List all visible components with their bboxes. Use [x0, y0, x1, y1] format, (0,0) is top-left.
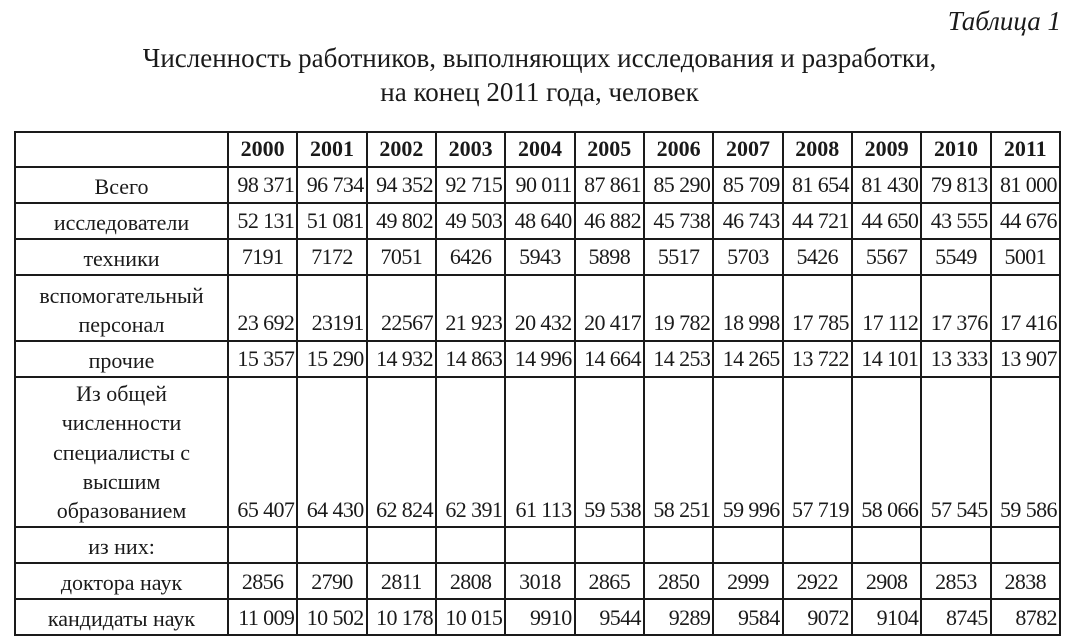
value-cell: 5426	[783, 239, 852, 275]
value-cell: 20 417	[575, 275, 644, 341]
value-cell: 46 882	[575, 203, 644, 239]
value-cell: 2838	[991, 563, 1060, 599]
value-cell: 59 538	[575, 377, 644, 527]
value-cell: 2808	[436, 563, 505, 599]
value-cell: 5898	[575, 239, 644, 275]
value-cell: 18 998	[713, 275, 782, 341]
year-header: 2007	[713, 132, 782, 167]
value-cell: 58 066	[852, 377, 921, 527]
value-cell: 2908	[852, 563, 921, 599]
value-cell: 57 719	[783, 377, 852, 527]
value-cell: 15 290	[297, 341, 366, 377]
year-header: 2000	[228, 132, 297, 167]
value-cell: 98 371	[228, 167, 297, 203]
value-cell: 9910	[505, 599, 574, 635]
header-corner-cell	[15, 132, 228, 167]
row-technicians	[15, 239, 1060, 275]
row-doctors-of-science	[15, 563, 1060, 599]
row-label: кандидаты наук	[15, 599, 228, 635]
value-cell: 7191	[228, 239, 297, 275]
value-cell: 14 996	[505, 341, 574, 377]
value-cell: 2999	[713, 563, 782, 599]
value-cell: 17 416	[991, 275, 1060, 341]
value-cell: 14 101	[852, 341, 921, 377]
value-cell: 14 863	[436, 341, 505, 377]
value-cell: 7172	[297, 239, 366, 275]
value-cell: 20 432	[505, 275, 574, 341]
value-cell: 17 376	[921, 275, 990, 341]
value-cell: 81 000	[991, 167, 1060, 203]
value-cell: 49 503	[436, 203, 505, 239]
value-cell: 90 011	[505, 167, 574, 203]
value-cell: 2856	[228, 563, 297, 599]
row-total	[15, 167, 1060, 203]
row-label: Всего	[15, 167, 228, 203]
value-cell: 9544	[575, 599, 644, 635]
value-cell: 23191	[297, 275, 366, 341]
value-cell	[436, 527, 505, 563]
year-header: 2005	[575, 132, 644, 167]
year-header: 2009	[852, 132, 921, 167]
value-cell: 14 265	[713, 341, 782, 377]
value-cell: 45 738	[644, 203, 713, 239]
value-cell: 5567	[852, 239, 921, 275]
value-cell	[852, 527, 921, 563]
value-cell: 9104	[852, 599, 921, 635]
value-cell: 59 586	[991, 377, 1060, 527]
value-cell: 92 715	[436, 167, 505, 203]
value-cell: 11 009	[228, 599, 297, 635]
value-cell	[991, 527, 1060, 563]
value-cell: 10 178	[367, 599, 436, 635]
year-header: 2002	[367, 132, 436, 167]
value-cell	[783, 527, 852, 563]
value-cell: 43 555	[921, 203, 990, 239]
value-cell: 14 932	[367, 341, 436, 377]
value-cell: 3018	[505, 563, 574, 599]
value-cell: 59 996	[713, 377, 782, 527]
value-cell: 52 131	[228, 203, 297, 239]
value-cell: 13 907	[991, 341, 1060, 377]
value-cell: 2790	[297, 563, 366, 599]
row-of-them	[15, 527, 1060, 563]
value-cell	[505, 527, 574, 563]
value-cell: 79 813	[921, 167, 990, 203]
value-cell: 8782	[991, 599, 1060, 635]
rd-personnel-table	[14, 131, 1061, 636]
value-cell: 23 692	[228, 275, 297, 341]
year-header: 2001	[297, 132, 366, 167]
value-cell: 81 430	[852, 167, 921, 203]
value-cell: 96 734	[297, 167, 366, 203]
row-label: прочие	[15, 341, 228, 377]
header-row	[15, 132, 1060, 167]
value-cell: 5703	[713, 239, 782, 275]
value-cell: 58 251	[644, 377, 713, 527]
value-cell: 81 654	[783, 167, 852, 203]
value-cell: 2850	[644, 563, 713, 599]
value-cell: 14 253	[644, 341, 713, 377]
value-cell: 62 824	[367, 377, 436, 527]
table-caption: Таблица 1	[947, 6, 1061, 36]
value-cell: 19 782	[644, 275, 713, 341]
value-cell: 21 923	[436, 275, 505, 341]
value-cell: 8745	[921, 599, 990, 635]
value-cell: 6426	[436, 239, 505, 275]
value-cell: 15 357	[228, 341, 297, 377]
value-cell: 49 802	[367, 203, 436, 239]
value-cell: 14 664	[575, 341, 644, 377]
value-cell: 9072	[783, 599, 852, 635]
value-cell	[644, 527, 713, 563]
row-candidates-of-science	[15, 599, 1060, 635]
value-cell: 85 290	[644, 167, 713, 203]
value-cell: 65 407	[228, 377, 297, 527]
row-label: из них:	[15, 527, 228, 563]
value-cell	[921, 527, 990, 563]
year-header: 2008	[783, 132, 852, 167]
value-cell: 5549	[921, 239, 990, 275]
value-cell: 2811	[367, 563, 436, 599]
row-label: вспомогательный персонал	[15, 275, 228, 341]
value-cell	[228, 527, 297, 563]
value-cell: 44 676	[991, 203, 1060, 239]
value-cell: 10 015	[436, 599, 505, 635]
value-cell: 51 081	[297, 203, 366, 239]
value-cell: 64 430	[297, 377, 366, 527]
value-cell: 46 743	[713, 203, 782, 239]
year-header: 2011	[991, 132, 1060, 167]
value-cell	[367, 527, 436, 563]
value-cell: 13 722	[783, 341, 852, 377]
value-cell	[297, 527, 366, 563]
value-cell: 9584	[713, 599, 782, 635]
table-title-line-2: на конец 2011 года, человек	[380, 77, 699, 107]
row-label: доктора наук	[15, 563, 228, 599]
year-header: 2004	[505, 132, 574, 167]
value-cell: 94 352	[367, 167, 436, 203]
row-support-staff	[15, 275, 1060, 341]
year-header: 2003	[436, 132, 505, 167]
row-label: Из общей численности специалисты с высшим образованием	[15, 377, 228, 527]
value-cell: 17 112	[852, 275, 921, 341]
value-cell	[713, 527, 782, 563]
value-cell: 9289	[644, 599, 713, 635]
value-cell: 61 113	[505, 377, 574, 527]
value-cell: 44 650	[852, 203, 921, 239]
row-label: техники	[15, 239, 228, 275]
row-other	[15, 341, 1060, 377]
value-cell: 17 785	[783, 275, 852, 341]
year-header: 2006	[644, 132, 713, 167]
table-title-line-1: Численность работников, выполняющих исследования и разработки,	[142, 43, 937, 73]
value-cell	[575, 527, 644, 563]
value-cell: 5001	[991, 239, 1060, 275]
value-cell: 2865	[575, 563, 644, 599]
value-cell: 5517	[644, 239, 713, 275]
value-cell: 5943	[505, 239, 574, 275]
value-cell: 2922	[783, 563, 852, 599]
value-cell: 2853	[921, 563, 990, 599]
year-header: 2010	[921, 132, 990, 167]
value-cell: 62 391	[436, 377, 505, 527]
value-cell: 13 333	[921, 341, 990, 377]
row-label: исследователи	[15, 203, 228, 239]
value-cell: 87 861	[575, 167, 644, 203]
value-cell: 22567	[367, 275, 436, 341]
value-cell: 44 721	[783, 203, 852, 239]
row-researchers	[15, 203, 1060, 239]
row-higher-education	[15, 377, 1060, 527]
value-cell: 7051	[367, 239, 436, 275]
value-cell: 57 545	[921, 377, 990, 527]
value-cell: 85 709	[713, 167, 782, 203]
value-cell: 48 640	[505, 203, 574, 239]
value-cell: 10 502	[297, 599, 366, 635]
